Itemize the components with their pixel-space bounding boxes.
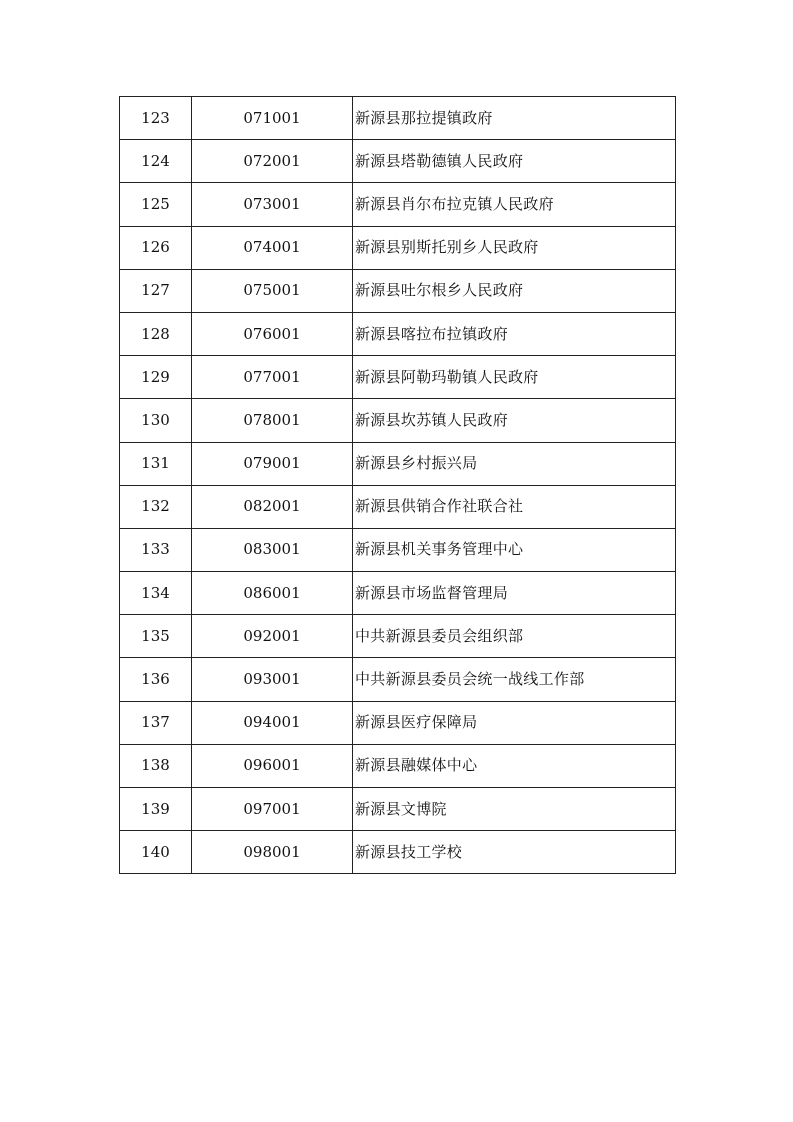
unit-code: 076001 — [192, 312, 353, 355]
unit-code-table — [119, 96, 676, 874]
table-row — [120, 528, 676, 571]
row-number: 129 — [120, 356, 192, 399]
unit-name: 中共新源县委员会组织部 — [353, 615, 676, 658]
row-number: 127 — [120, 269, 192, 312]
table-row — [120, 140, 676, 183]
unit-code: 086001 — [192, 572, 353, 615]
table-body — [120, 97, 676, 874]
unit-name: 新源县肖尔布拉克镇人民政府 — [353, 183, 676, 226]
table-row — [120, 701, 676, 744]
table-row — [120, 183, 676, 226]
unit-name: 新源县坎苏镇人民政府 — [353, 399, 676, 442]
row-number: 128 — [120, 312, 192, 355]
row-number: 130 — [120, 399, 192, 442]
unit-code: 071001 — [192, 97, 353, 140]
unit-name: 新源县融媒体中心 — [353, 744, 676, 787]
unit-code: 077001 — [192, 356, 353, 399]
unit-code: 096001 — [192, 744, 353, 787]
row-number: 134 — [120, 572, 192, 615]
table-row — [120, 831, 676, 874]
row-number: 140 — [120, 831, 192, 874]
row-number: 133 — [120, 528, 192, 571]
unit-code: 078001 — [192, 399, 353, 442]
unit-name: 新源县那拉提镇政府 — [353, 97, 676, 140]
unit-name: 新源县吐尔根乡人民政府 — [353, 269, 676, 312]
row-number: 125 — [120, 183, 192, 226]
row-number: 124 — [120, 140, 192, 183]
table-row — [120, 399, 676, 442]
unit-code: 074001 — [192, 226, 353, 269]
unit-code: 092001 — [192, 615, 353, 658]
table-row — [120, 615, 676, 658]
unit-name: 新源县喀拉布拉镇政府 — [353, 312, 676, 355]
row-number: 137 — [120, 701, 192, 744]
unit-code: 075001 — [192, 269, 353, 312]
unit-code: 083001 — [192, 528, 353, 571]
row-number: 138 — [120, 744, 192, 787]
table-row — [120, 572, 676, 615]
unit-name: 新源县塔勒德镇人民政府 — [353, 140, 676, 183]
unit-code: 082001 — [192, 485, 353, 528]
unit-name: 新源县机关事务管理中心 — [353, 528, 676, 571]
table-row — [120, 788, 676, 831]
unit-code: 093001 — [192, 658, 353, 701]
unit-code: 079001 — [192, 442, 353, 485]
unit-name: 新源县别斯托别乡人民政府 — [353, 226, 676, 269]
row-number: 136 — [120, 658, 192, 701]
table-row — [120, 485, 676, 528]
row-number: 126 — [120, 226, 192, 269]
unit-code: 072001 — [192, 140, 353, 183]
unit-name: 新源县阿勒玛勒镇人民政府 — [353, 356, 676, 399]
table-row — [120, 312, 676, 355]
row-number: 123 — [120, 97, 192, 140]
unit-name: 新源县乡村振兴局 — [353, 442, 676, 485]
unit-code: 073001 — [192, 183, 353, 226]
row-number: 135 — [120, 615, 192, 658]
unit-name: 新源县医疗保障局 — [353, 701, 676, 744]
row-number: 131 — [120, 442, 192, 485]
table-row — [120, 744, 676, 787]
table-row — [120, 442, 676, 485]
unit-code: 094001 — [192, 701, 353, 744]
table-row — [120, 97, 676, 140]
unit-name: 新源县供销合作社联合社 — [353, 485, 676, 528]
unit-name: 中共新源县委员会统一战线工作部 — [353, 658, 676, 701]
row-number: 139 — [120, 788, 192, 831]
table-row — [120, 356, 676, 399]
table-row — [120, 658, 676, 701]
table-row — [120, 269, 676, 312]
unit-code: 097001 — [192, 788, 353, 831]
unit-code: 098001 — [192, 831, 353, 874]
unit-name: 新源县文博院 — [353, 788, 676, 831]
unit-name: 新源县市场监督管理局 — [353, 572, 676, 615]
table-row — [120, 226, 676, 269]
unit-name: 新源县技工学校 — [353, 831, 676, 874]
row-number: 132 — [120, 485, 192, 528]
